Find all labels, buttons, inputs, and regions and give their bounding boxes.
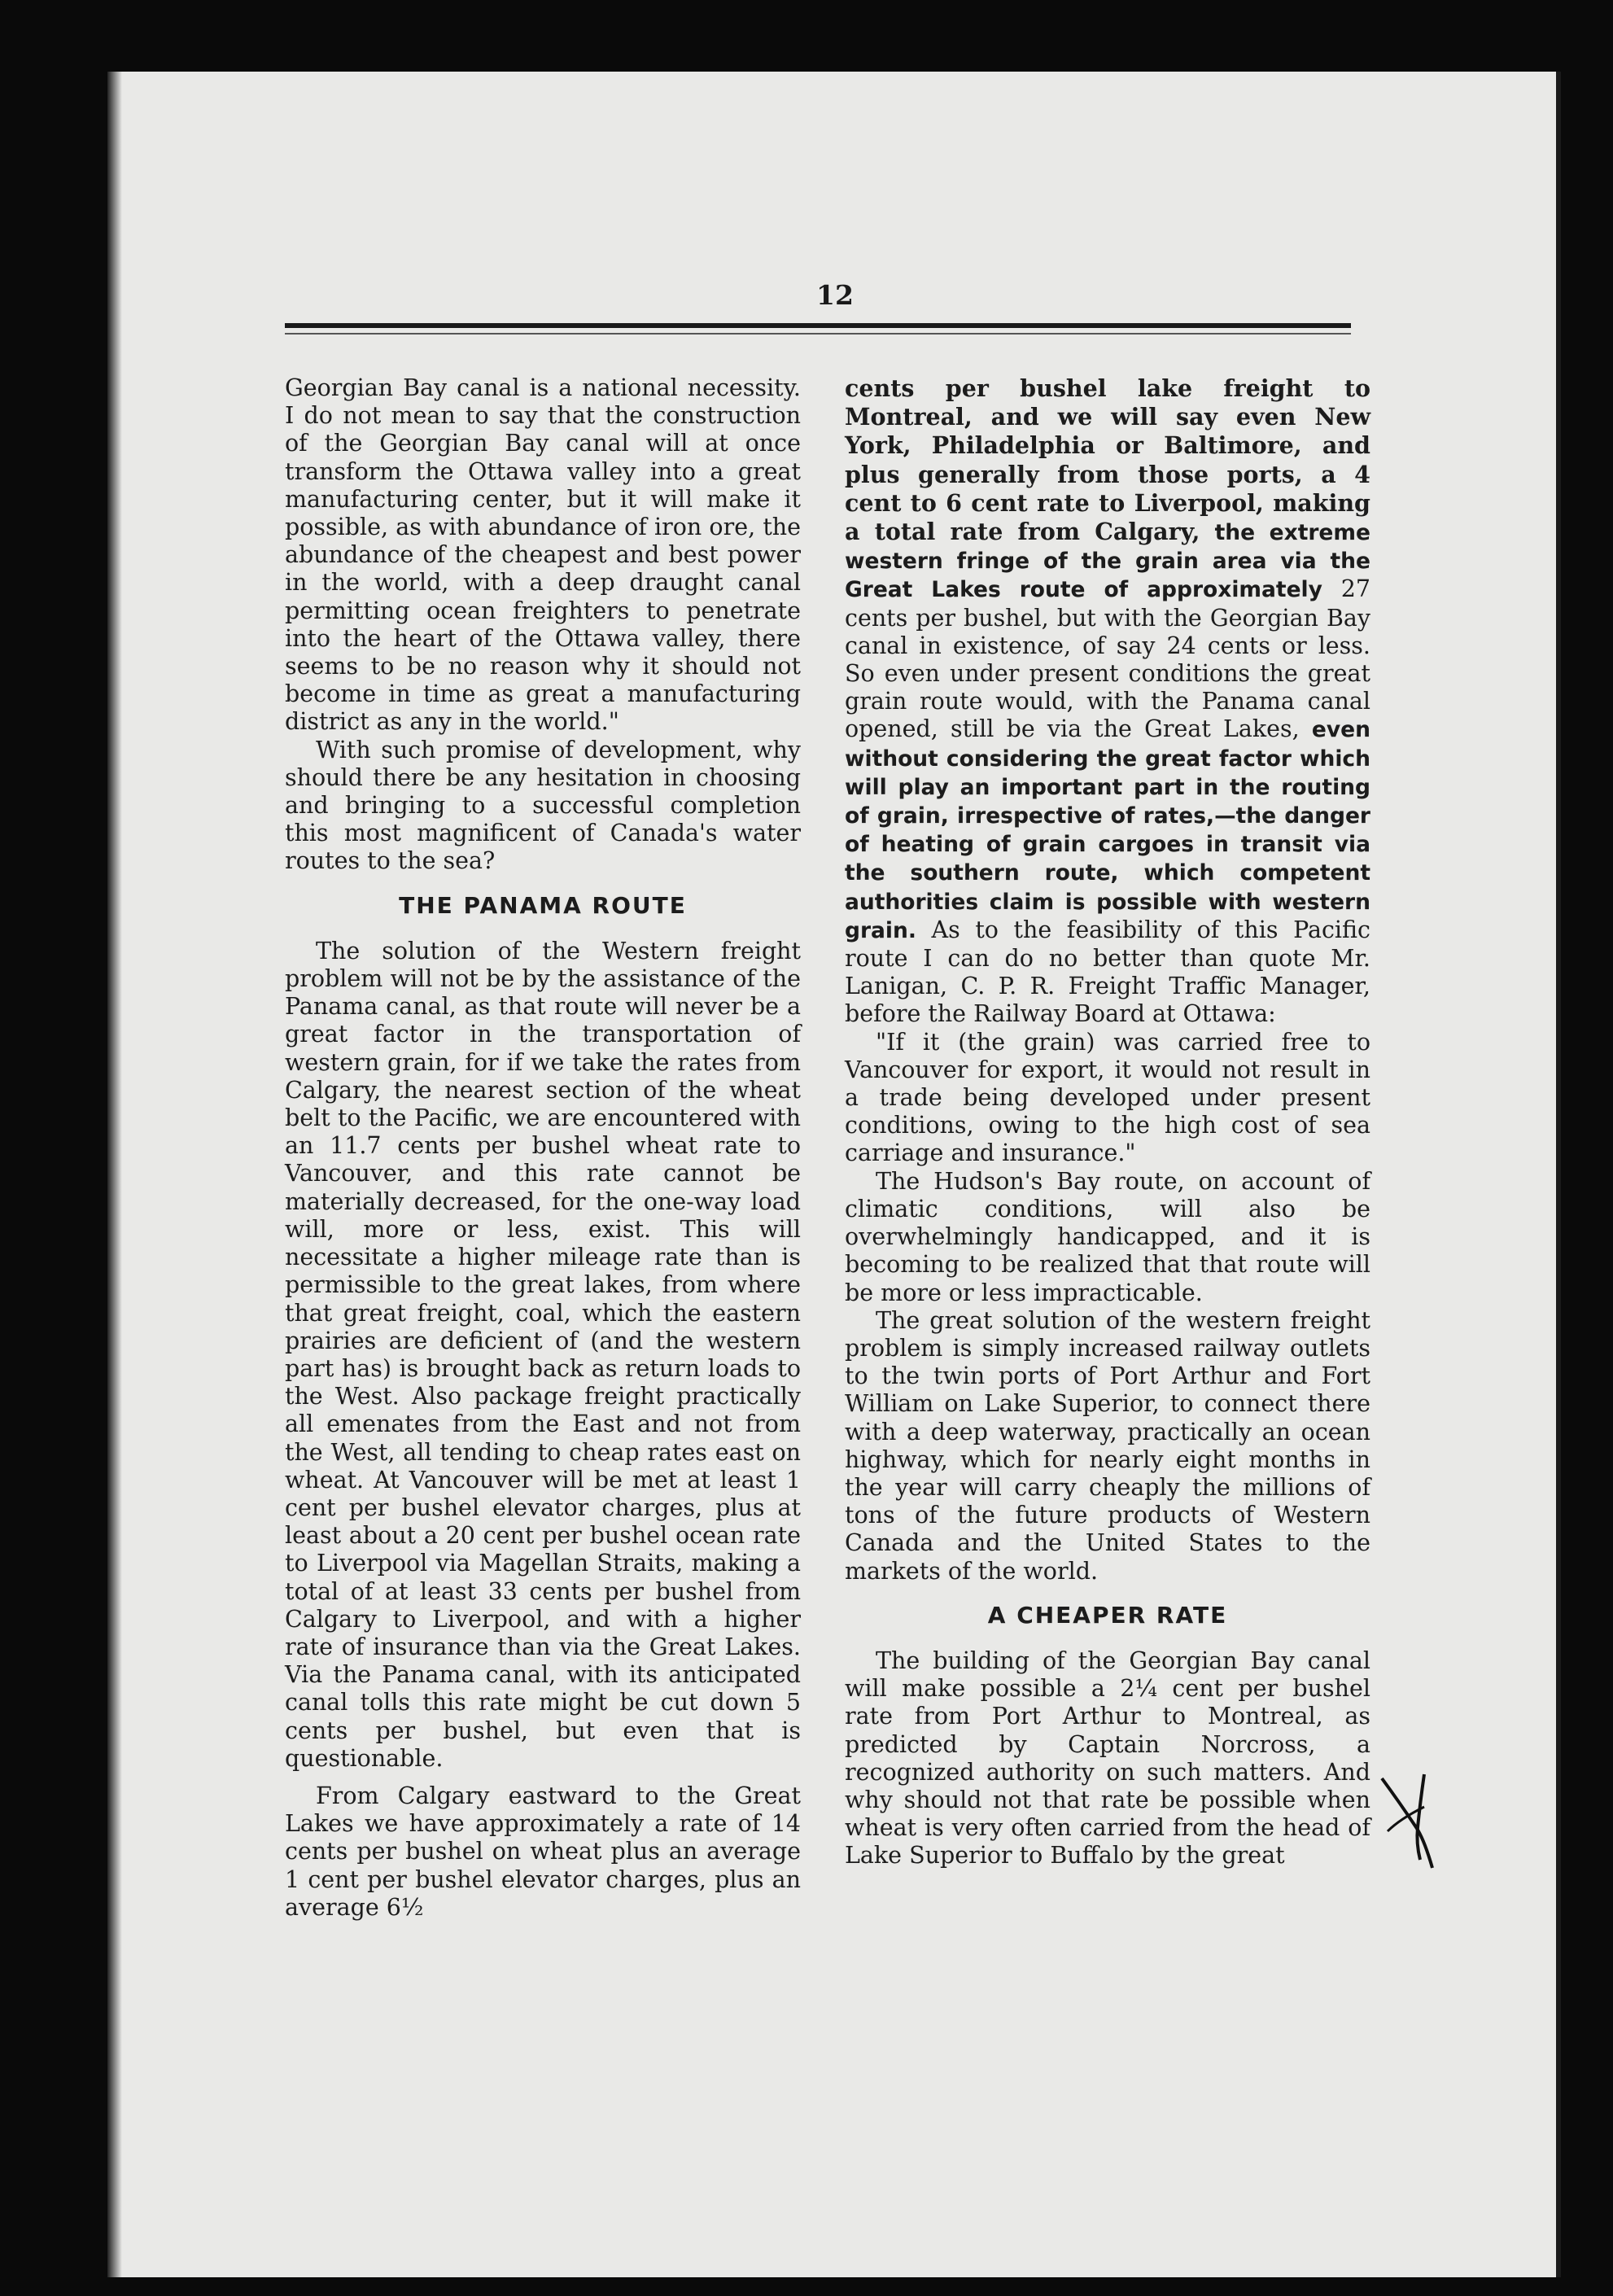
right-p1-part-e: As to the feasibility of this Pacific route I can do no better than quote Mr. Lanigan, C. P. R. Freight Traffic Manager, before the Railway Board at Ottawa:	[845, 916, 1370, 1028]
section-heading-cheaper-rate: A CHEAPER RATE	[987, 1601, 1228, 1629]
left-paragraph-3: The solution of the Western freight problem will not be by the assistance of the Panama canal, as that route will never be a great factor in the transportation of western grain, for if we take the rates from Calgary, the nearest section of the wheat belt to the Pacific, we are encountered with an 11.7 cents per bushel wheat rate to Vancouver, and this rate cannot be materially decreased, for the one-way load will, more or less, exist. This will necessitate a higher mileage rate than is permissible to the great lakes, from where that great freight, coal, which the eastern prairies are deficient of (and the western part has) is brought back as return loads to the West. Also package freight practically all emenates from the East and not from the West, all tending to cheap rates east on wheat. At Vancouver will be met at least 1 cent per bushel elevator charges, plus at least about a 20 cent per bushel ocean rate to Liverpool via Magellan Straits, making a total of at least 33 cents per bushel from Calgary to Liverpool, and with a higher rate of insurance than via the Great Lakes. Via the Panama canal, with its anticipated canal tolls this rate might be cut down 5 cents per bushel, but even that is questionable.	[285, 937, 801, 1772]
header-rule-thin	[285, 333, 1351, 335]
left-column	[285, 374, 801, 1922]
header-rule	[285, 323, 1351, 328]
page-edge-shadow	[107, 72, 122, 2277]
section-heading-panama-route: THE PANAMA ROUTE	[399, 891, 687, 919]
right-p1-part-a: cents per bushel lake freight to Montreal, and we will say even New York, Philadelphia or Baltimore, and plus generally from those ports, a 4 cent to 6 cent rate to Liverpool, making a total rate from Calgary,	[845, 374, 1370, 546]
right-p1-part-c: 27 cents per bushel, but with the Georgian Bay canal in existence, of say 24 cents or less. So even under present conditions the great grain route would, with the Panama canal opened, still be via the Great Lakes,	[845, 575, 1370, 743]
left-paragraph-4: From Calgary eastward to the Great Lakes we have approximately a rate of 14 cents per bushel on wheat plus an average 1 cent per bushel elevator charges, plus an average 6½	[285, 1782, 801, 1921]
right-paragraph-3: The Hudson's Bay route, on account of climatic conditions, will also be overwhelmingly handicapped, and it is becoming to be realized that that route will be more or less impracticable.	[845, 1167, 1370, 1306]
right-paragraph-5: The building of the Georgian Bay canal will make possible a 2¼ cent per bushel rate from Port Arthur to Montreal, as predicted by Captain Norcross, a recognized authority on such matters. And why should not that rate be possible when wheat is very often carried from the head of Lake Superior to Buffalo by the great	[845, 1647, 1370, 1870]
right-paragraph-2: "If it (the grain) was carried free to Vancouver for export, it would not result in a trade being developed under present conditions, owing to the high cost of sea carriage and insurance."	[845, 1028, 1370, 1167]
right-p1-emphasis-2: even without considering the great factor which will play an important part in the routing of grain, irrespective of rates,—the danger of heating of grain cargoes in transit via the southern route, which competent authorities claim is possible with western grain.	[845, 717, 1370, 943]
right-paragraph-1	[845, 374, 1370, 1029]
left-paragraph-1: Georgian Bay canal is a national necessity. I do not mean to say that the construction of the Georgian Bay canal will at once transform the Ottawa valley into a great manufacturing center, but it will make it possible, as with abundance of iron ore, the abundance of the cheapest and best power in the world, with a deep draught canal permitting ocean freighters to penetrate into the heart of the Ottawa valley, there seems to be no reason why it should not become in time as great a manufacturing district as any in the world."	[285, 374, 801, 736]
handwritten-margin-mark	[1375, 1770, 1440, 1876]
right-p1-emphasis-1: the extreme western fringe of the grain area via the Great Lakes route of approximately	[845, 520, 1370, 603]
right-column	[845, 374, 1370, 1870]
page-number: 12	[816, 279, 854, 311]
left-paragraph-2: With such promise of development, why should there be any hesitation in choosing and bringing to a successful completion this most magnificent of Canada's water routes to the sea?	[285, 736, 801, 875]
right-paragraph-4: The great solution of the western freight problem is simply increased railway outlets to the twin ports of Port Arthur and Fort William on Lake Superior, to connect there with a deep waterway, practically an ocean highway, which for nearly eight months in the year will carry cheaply the millions of tons of the future products of Western Canada and the United States to the markets of the world.	[845, 1306, 1370, 1585]
